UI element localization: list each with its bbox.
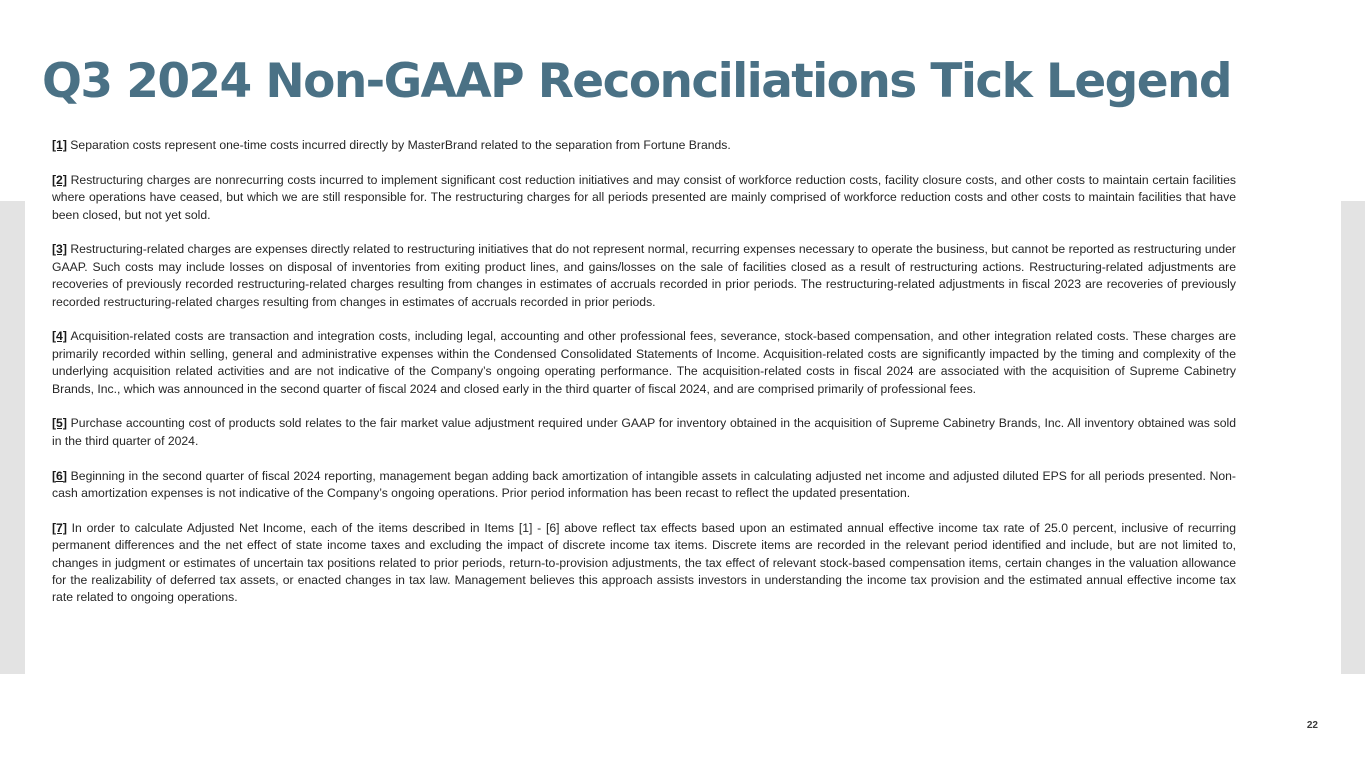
footnote-4 (52, 328, 1236, 398)
footnote-text: Purchase accounting cost of products sold relates to the fair market value adjustment required under GAAP for inventory obtained in the acquisition of Supreme Cabinetry Brands, Inc. All inventory obtained was sold in the third quarter of 2024. (52, 416, 1236, 448)
footnote-ref: [2] (52, 172, 67, 187)
footnote-7 (52, 520, 1236, 607)
footnote-2 (52, 172, 1236, 224)
footnotes-list (52, 137, 1236, 624)
slide-title: Q3 2024 Non-GAAP Reconciliations Tick Legend (42, 54, 1231, 109)
footnote-ref: [4] (52, 329, 67, 344)
footnote-text: Beginning in the second quarter of fiscal 2024 reporting, management began adding back amortization of intangible assets in calculating adjusted net income and adjusted diluted EPS for all periods presented. Non-cash amortization expenses is not indicative of the Company’s ongoing operations. Prior period information has been recast to reflect the updated presentation. (52, 468, 1236, 501)
footnote-text: Restructuring-related charges are expenses directly related to restructuring initiatives that do not represent normal, recurring expenses necessary to operate the business, but cannot be reported as restructuring under GAAP. Such costs may include losses on disposal of inventories from exiting product lines, and gains/losses on the sale of facilities closed as a result of restructuring actions. Restructuring-related adjustments are recoveries of previously recorded restructuring-related charges resulting from changes in estimates of accruals recorded in prior periods. The restructuring-related adjustments in fiscal 2023 are recoveries of previously recorded restructuring-related charges resulting from changes in estimates of accruals recorded in prior periods. (52, 242, 1236, 309)
footnote-5 (52, 415, 1236, 450)
page-number: 22 (1306, 720, 1318, 731)
footnote-ref: [6] (52, 468, 67, 483)
footnote-ref: [5] (52, 416, 67, 431)
footnote-text: Restructuring charges are nonrecurring costs incurred to implement significant cost reduction initiatives and may consist of workforce reduction costs, facility closure costs, and other costs to maintain certain facilities where operations have ceased, but which we are still responsible for. The restructuring charges for all periods presented are mainly comprised of workforce reduction costs and other costs to maintain facilities that have been closed, but not yet sold. (52, 172, 1237, 222)
footnote-text: Separation costs represent one-time costs incurred directly by MasterBrand related to the separation from Fortune Brands. (70, 138, 731, 152)
footnote-3 (52, 241, 1236, 311)
footnote-ref: [3] (52, 242, 67, 257)
right-side-band (1340, 201, 1365, 674)
footnote-1 (52, 137, 1236, 154)
footnote-text: Acquisition-related costs are transaction and integration costs, including legal, accounting and other professional fees, severance, stock-based compensation, and other integration related costs. These charges are primarily recorded within selling, general and administrative expenses within the Condensed Consolidated Statements of Income. Acquisition-related costs are significantly impacted by the timing and complexity of the underlying acquisition related activities and are not indicative of the Company’s ongoing operating performance. The acquisition-related costs in fiscal 2024 are associated with the acquisition of Supreme Cabinetry Brands, Inc., which was announced in the second quarter of fiscal 2024 and closed early in the third quarter of fiscal 2024, and are comprised primarily of professional fees. (52, 329, 1236, 396)
footnote-text: In order to calculate Adjusted Net Income, each of the items described in Items [1] - [6] above reflect tax effects based upon an estimated annual effective income tax rate of 25.0 percent, inclusive of recurring permanent differences and the net effect of state income taxes and excluding the impact of discrete income tax items. Discrete items are recorded in the relevant period identified and include, but are not limited to, changes in judgment or estimates of uncertain tax positions related to prior periods, return-to-provision adjustments, the tax effect of relevant stock-based compensation items, certain changes in the valuation allowance for the realizability of deferred tax assets, or enacted changes in tax law. Management believes this approach assists investors in understanding the income tax provision and the estimated annual effective income tax rate related to ongoing operations. (52, 520, 1236, 605)
footnote-6 (52, 468, 1236, 503)
footnote-ref: [1] (52, 138, 67, 152)
footnote-ref: [7] (52, 520, 67, 535)
left-side-band (0, 201, 25, 674)
